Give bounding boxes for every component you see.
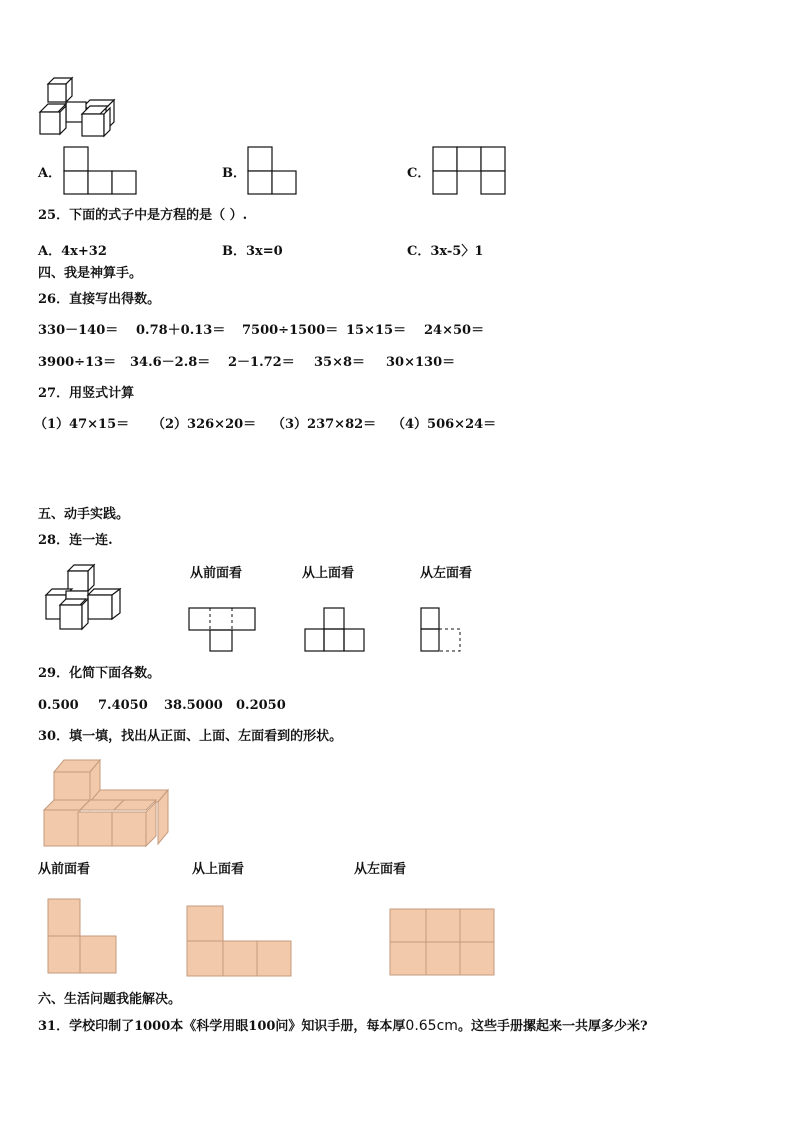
q30-view-top-label: 从上面看 <box>192 862 245 877</box>
q31-text-before: 31．学校印制了1000本《科学用眼100问》知识手册，每本厚 <box>38 1019 406 1034</box>
section-4-title: 四、我是神算手。 <box>38 266 143 281</box>
q25-question: 25．下面的式子中是方程的是（ ）. <box>38 208 248 223</box>
q30-view-left-label: 从左面看 <box>354 862 407 877</box>
q28-cube-figure <box>42 565 137 633</box>
q27-item: （4）506×24＝ <box>392 417 497 432</box>
q30-cube-figure <box>44 760 172 850</box>
q24-option-b-shape[interactable] <box>247 146 299 196</box>
q28-title: 28．连一连. <box>38 533 113 548</box>
q25-option-b[interactable]: B．3x=0 <box>222 244 283 259</box>
q30-view-left-shape[interactable] <box>389 908 497 978</box>
q26-calc: 7500÷1500＝ <box>242 323 339 338</box>
q26-calc: 34.6－2.8＝ <box>130 355 211 370</box>
q25-option-c[interactable]: C．3x-5〉1 <box>407 244 484 259</box>
q26-calc: 30×130＝ <box>386 355 456 370</box>
q26-calc: 330－140＝ <box>38 323 119 338</box>
q28-view-left-shape[interactable] <box>420 607 466 653</box>
q31-measure: 0.65cm <box>405 1018 458 1034</box>
q26-calc: 2－1.72＝ <box>228 355 295 370</box>
q24-option-c-shape[interactable] <box>432 146 508 196</box>
q26-title: 26．直接写出得数。 <box>38 292 161 307</box>
q25-option-a[interactable]: A．4x+32 <box>38 244 107 259</box>
q27-item: （2）326×20＝ <box>152 417 257 432</box>
q24-cube-figure <box>38 78 128 138</box>
q28-view-top-label: 从上面看 <box>302 566 355 581</box>
q30-view-front-label: 从前面看 <box>38 862 91 877</box>
q31-text-after: 。这些手册摞起来一共厚多少米? <box>457 1019 648 1034</box>
q27-title: 27．用竖式计算 <box>38 386 135 401</box>
q24-option-a-label: A． <box>38 166 62 181</box>
q28-view-left-label: 从左面看 <box>420 566 473 581</box>
q28-view-top-shape[interactable] <box>304 607 368 653</box>
q28-view-front-shape[interactable] <box>188 607 258 653</box>
section-5-title: 五、动手实践。 <box>38 507 130 522</box>
q26-calc: 24×50＝ <box>424 323 485 338</box>
q26-calc: 35×8＝ <box>314 355 366 370</box>
q27-item: （1）47×15＝ <box>34 417 130 432</box>
q27-item: （3）237×82＝ <box>272 417 377 432</box>
q26-calc: 3900÷13＝ <box>38 355 117 370</box>
q24-option-b-label: B． <box>222 166 246 181</box>
section-6-title: 六、生活问题我能解决。 <box>38 992 182 1007</box>
q24-option-c-label: C． <box>407 166 431 181</box>
q30-view-top-shape[interactable] <box>186 905 294 979</box>
q29-number: 38.5000 <box>164 698 223 713</box>
q31-question <box>38 1018 648 1035</box>
q29-number: 0.2050 <box>236 698 286 713</box>
q26-calc: 0.78＋0.13＝ <box>136 323 226 338</box>
q29-number: 7.4050 <box>98 698 148 713</box>
q29-number: 0.500 <box>38 698 79 713</box>
q28-view-front-label: 从前面看 <box>190 566 243 581</box>
q29-title: 29．化简下面各数。 <box>38 666 161 681</box>
q26-calc: 15×15＝ <box>346 323 407 338</box>
q24-option-a-shape[interactable] <box>63 146 138 196</box>
q30-title: 30．填一填，找出从正面、上面、左面看到的形状。 <box>38 729 343 744</box>
q30-view-front-shape[interactable] <box>47 898 119 976</box>
